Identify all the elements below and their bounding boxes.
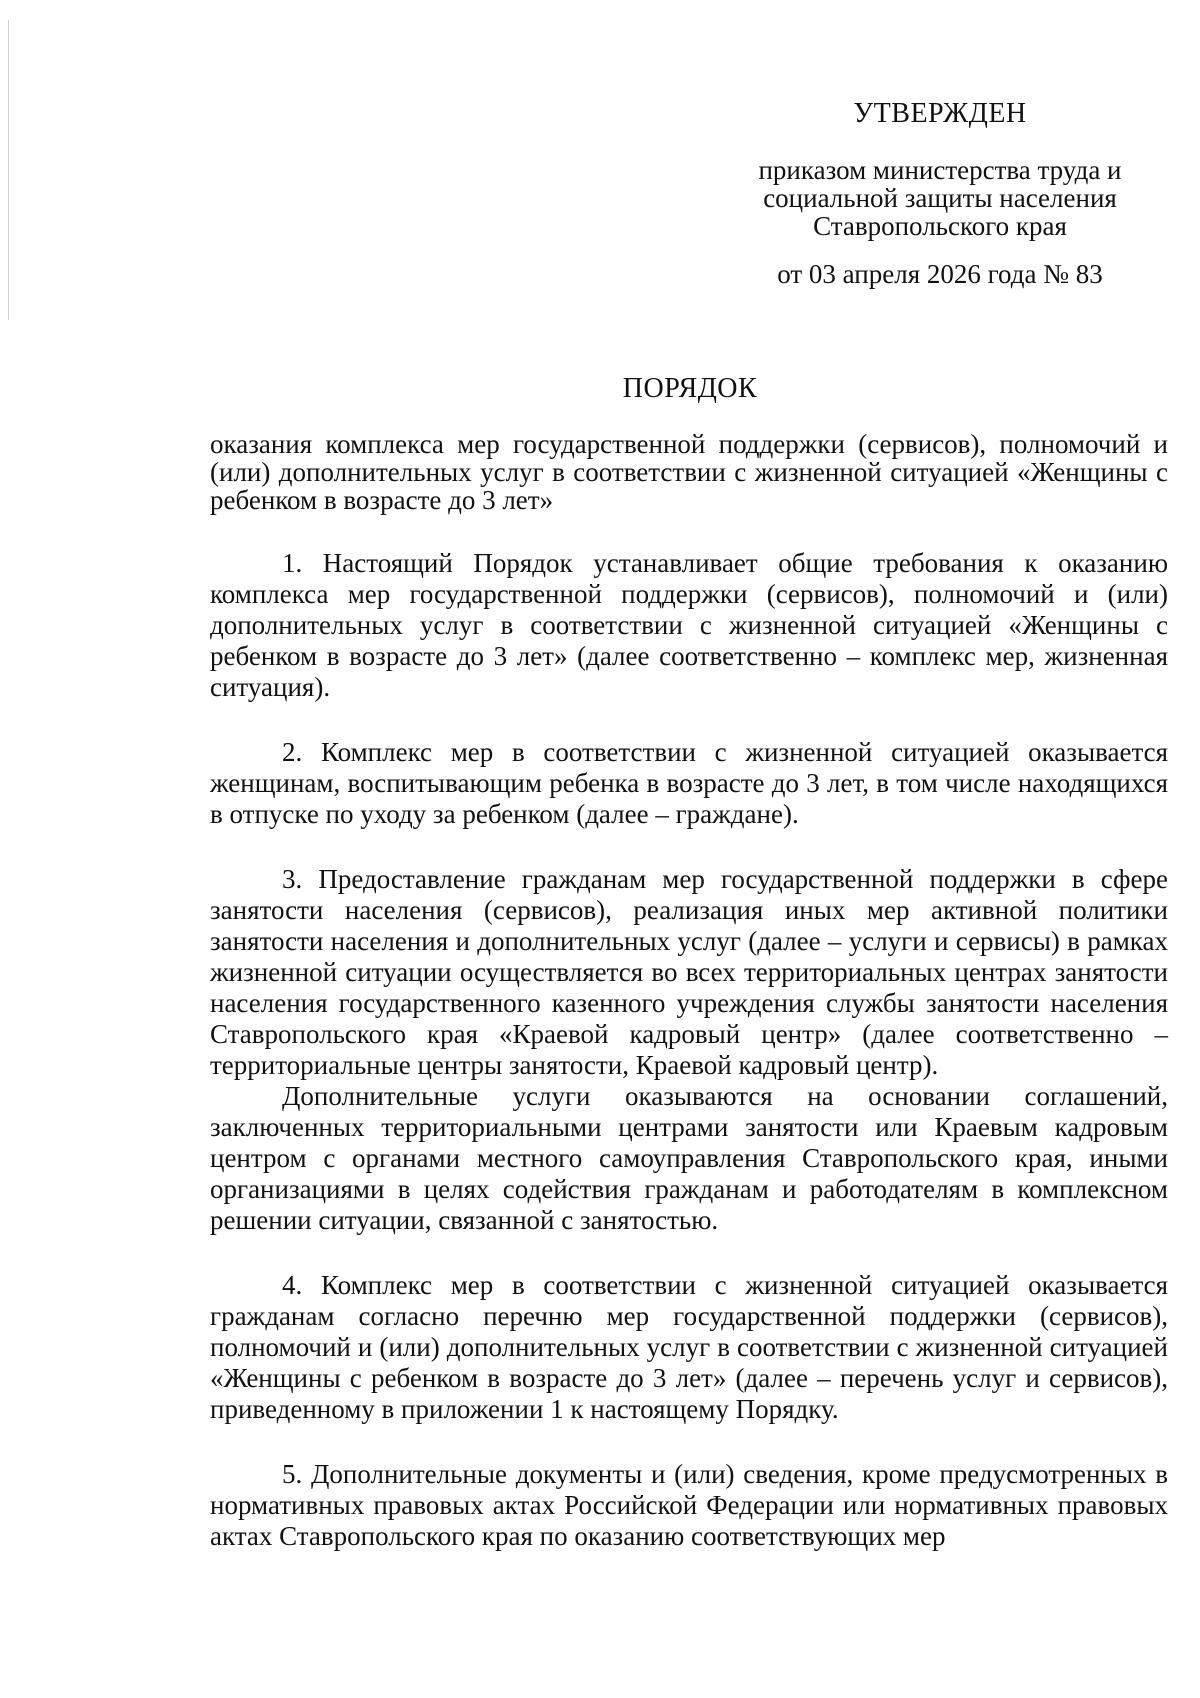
paragraph-1: 1. Настоящий Порядок устанавливает общие требования к оказанию комплекса мер государственной поддержки (сервисов), полномочий и (или) дополнительных услуг в соответствии с жизненной ситуацией «Женщины с ребенком в возрасте до 3 лет» (далее соответственно – комплекс мер, жизненная ситуация). xyxy=(210,548,1168,702)
document-subtitle: оказания комплекса мер государственной поддержки (сервисов), полномочий и (или) дополнительных услуг в соответствии с жизненной ситуацией «Женщины с ребенком в возрасте до 3 лет» xyxy=(210,429,1168,515)
approval-date: от 03 апреля 2026 года № 83 xyxy=(777,259,1103,289)
paragraph-2: 2. Комплекс мер в соответствии с жизненной ситуацией оказывается женщинам, воспитывающим ребенка в возрасте до 3 лет, в том числе находящихся в отпуске по уходу за ребенком (далее – граждане). xyxy=(210,737,1168,829)
paragraph-3-continued: Дополнительные услуги оказываются на основании соглашений, заключенных территориальными центрами занятости или Краевым кадровым центром с органами местного самоуправления Ставропольского края, иными организациями в целях содействия гражданам и работодателям в комплексном решении ситуации, связанной с занятостью. xyxy=(210,1081,1168,1235)
paragraph-5: 5. Дополнительные документы и (или) сведения, кроме предусмотренных в нормативных правовых актах Российской Федерации или нормативных правовых актах Ставропольского края по оказанию соответствующих мер xyxy=(210,1459,1168,1551)
paragraph-3: 3. Предоставление гражданам мер государственной поддержки в сфере занятости населения (сервисов), реализация иных мер активной политики занятости населения и дополнительных услуг (далее – услуги и сервисы) в рамках жизненной ситуации осуществляется во всех территориальных центрах занятости населения государственного казенного учреждения службы занятости населения Ставропольского края «Краевой кадровый центр» (далее соответственно – территориальные центры занятости, Краевой кадровый центр). xyxy=(210,864,1168,1080)
scan-edge-line xyxy=(8,20,9,320)
approval-line-2: социальной защиты населения xyxy=(763,183,1117,213)
paragraph-4: 4. Комплекс мер в соответствии с жизненной ситуацией оказывается гражданам согласно перечню мер государственной поддержки (сервисов), полномочий и (или) дополнительных услуг в соответствии с жизненной ситуацией «Женщины с ребенком в возрасте до 3 лет» (далее – перечень услуг и сервисов), приведенному в приложении 1 к настоящему Порядку. xyxy=(210,1270,1168,1424)
approval-block xyxy=(720,100,1160,288)
document-title: ПОРЯДОК xyxy=(622,373,758,404)
approval-line-1: приказом министерства труда и xyxy=(758,155,1122,185)
approval-line-3: Ставропольского края xyxy=(813,211,1067,241)
approval-title: УТВЕРЖДЕН xyxy=(853,98,1027,129)
document-body xyxy=(210,548,1168,1552)
